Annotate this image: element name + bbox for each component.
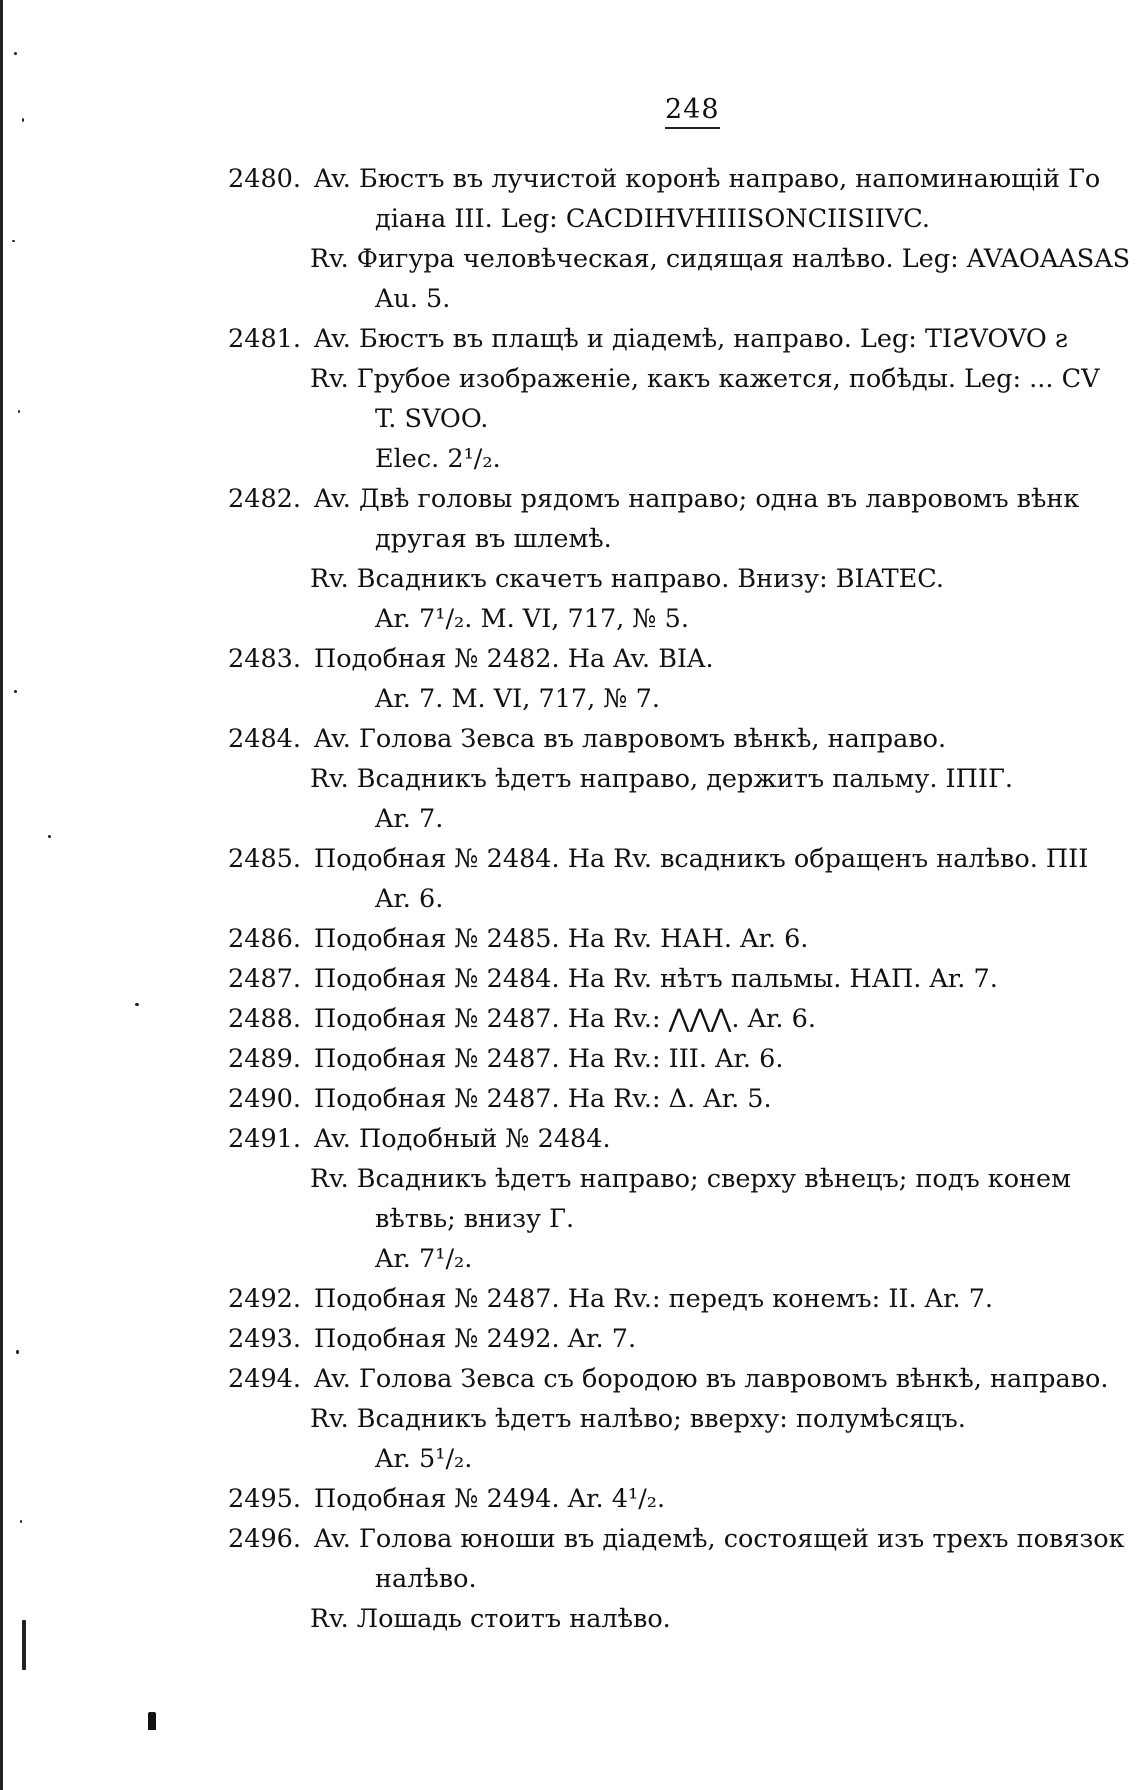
- entry-text: Подобная № 2487. На Rv.: передъ конемъ: II. Ar. 7.: [314, 1284, 994, 1314]
- entry-text: вѣтвь; внизу Г.: [375, 1204, 575, 1234]
- entry-number: 2487.: [228, 964, 302, 994]
- entry-number: 2491.: [228, 1124, 302, 1154]
- entry-text: Подобная № 2484. На Rv. нѣтъ пальмы. НАП. Ar. 7.: [314, 964, 998, 994]
- entry-text: Au. 5.: [375, 284, 451, 314]
- scan-speck: [14, 52, 17, 55]
- entry-text: Av. Бюстъ въ плащѣ и діадемѣ, направо. Leg: TIƧVOVO ƨ: [314, 324, 1069, 354]
- entry-text: Av. Подобный № 2484.: [314, 1124, 611, 1154]
- entry-number: 2482.: [228, 484, 302, 514]
- entry-text: Подобная № 2494. Ar. 4¹/₂.: [314, 1484, 666, 1514]
- entry-text: Av. Бюстъ въ лучистой коронѣ направо, напоминающій Го: [314, 164, 1101, 194]
- binding-edge: [0, 0, 8, 1790]
- entry-text: Ar. 7¹/₂.: [375, 1244, 473, 1274]
- entry-text: Подобная № 2487. На Rv.: Δ. Ar. 5.: [314, 1084, 772, 1114]
- entry-text: Rv. Грубое изображеніе, какъ кажется, побѣды. Leg: ... CV: [310, 364, 1100, 394]
- entry-text: діана III. Leg: CACDIHVHIIISONCIISIIVC.: [375, 204, 930, 234]
- scan-mark: [148, 1712, 156, 1730]
- scan-speck: [16, 1350, 19, 1354]
- entry-text: Подобная № 2487. На Rv.: III. Ar. 6.: [314, 1044, 784, 1074]
- entry-text: Rv. Всадникъ скачетъ направо. Внизу: BIATEC.: [310, 564, 944, 594]
- entry-text: налѣво.: [375, 1564, 477, 1594]
- entry-text: Rv. Фигура человѣческая, сидящая налѣво. Leg: AVAOAASAS: [310, 244, 1131, 274]
- entry-text: Подобная № 2485. На Rv. НАН. Ar. 6.: [314, 924, 809, 954]
- entry-number: 2489.: [228, 1044, 302, 1074]
- entry-text: Ar. 6.: [375, 884, 444, 914]
- entry-number: 2492.: [228, 1284, 302, 1314]
- entry-text: Ar. 5¹/₂.: [375, 1444, 473, 1474]
- entry-text: Rv. Всадникъ ѣдетъ направо, держитъ пальму. IПIГ.: [310, 764, 1013, 794]
- entry-number: 2485.: [228, 844, 302, 874]
- scan-speck: [12, 240, 15, 242]
- entry-text: Av. Голова Зевса съ бородою въ лавровомъ вѣнкѣ, направо.: [314, 1364, 1109, 1394]
- entry-text: Rv. Лошадь стоитъ налѣво.: [310, 1604, 671, 1634]
- page-number: 248: [665, 96, 720, 129]
- entry-text: другая въ шлемѣ.: [375, 524, 612, 554]
- entry-number: 2488.: [228, 1004, 302, 1034]
- entry-text: Av. Голова юноши въ діадемѣ, состоящей изъ трехъ повязок: [314, 1524, 1125, 1554]
- entry-text: Подобная № 2487. На Rv.: ⋀⋀⋀. Ar. 6.: [314, 1004, 816, 1034]
- entry-number: 2480.: [228, 164, 302, 194]
- entry-text: Подобная № 2484. На Rv. всадникъ обращенъ налѣво. ПII: [314, 844, 1089, 874]
- entry-number: 2490.: [228, 1084, 302, 1114]
- entry-number: 2486.: [228, 924, 302, 954]
- entry-text: Rv. Всадникъ ѣдетъ направо; сверху вѣнецъ; подъ конем: [310, 1164, 1071, 1194]
- scan-speck: [14, 690, 17, 693]
- entry-text: Av. Двѣ головы рядомъ направо; одна въ лавровомъ вѣнк: [314, 484, 1080, 514]
- entry-text: Ar. 7. M. VI, 717, № 7.: [375, 684, 660, 714]
- entry-number: 2495.: [228, 1484, 302, 1514]
- entry-text: Av. Голова Зевса въ лавровомъ вѣнкѣ, направо.: [314, 724, 947, 754]
- scan-speck: [22, 1620, 26, 1670]
- entry-number: 2493.: [228, 1324, 302, 1354]
- scan-speck: [22, 118, 24, 122]
- entry-text: Rv. Всадникъ ѣдетъ налѣво; вверху: полумѣсяцъ.: [310, 1404, 966, 1434]
- entry-text: Ar. 7.: [375, 804, 444, 834]
- scan-speck: [18, 410, 20, 413]
- entry-text: T. SVOO.: [375, 404, 489, 434]
- entry-number: 2494.: [228, 1364, 302, 1394]
- entry-number: 2483.: [228, 644, 302, 674]
- entry-text: Ar. 7¹/₂. M. VI, 717, № 5.: [375, 604, 689, 634]
- scan-speck: [135, 1003, 139, 1006]
- scan-speck: [48, 835, 51, 838]
- entry-number: 2484.: [228, 724, 302, 754]
- entry-number: 2481.: [228, 324, 302, 354]
- scan-speck: [20, 1520, 22, 1523]
- entry-text: Подобная № 2482. На Av. BIA.: [314, 644, 714, 674]
- entry-text: Подобная № 2492. Ar. 7.: [314, 1324, 637, 1354]
- entry-number: 2496.: [228, 1524, 302, 1554]
- entry-text: Elec. 2¹/₂.: [375, 444, 501, 474]
